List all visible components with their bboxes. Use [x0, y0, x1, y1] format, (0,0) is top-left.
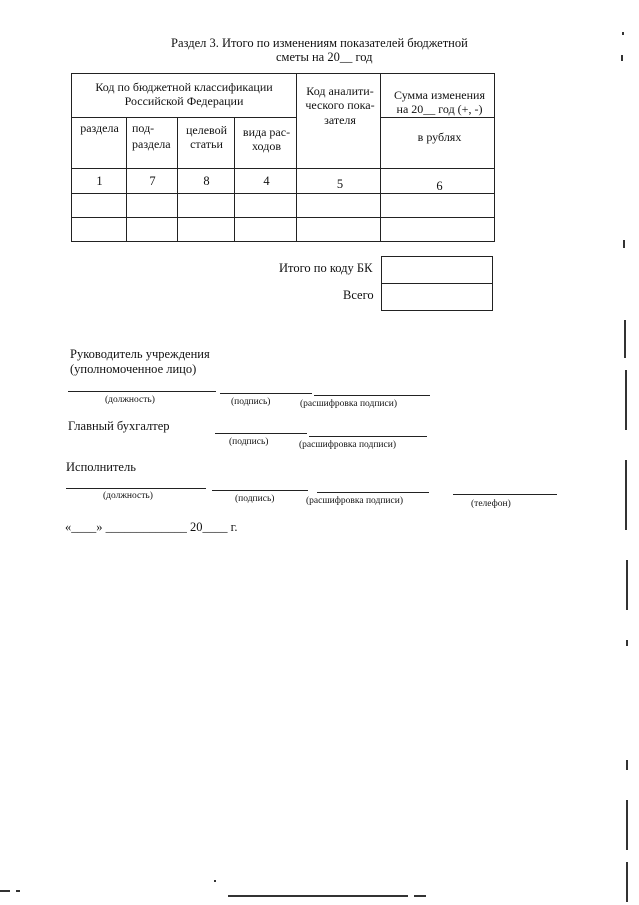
kod-header-line1: Код аналити- [306, 84, 374, 98]
scan-mark [623, 240, 625, 248]
scan-mark [626, 560, 628, 610]
podrazdela-header-line1: под- [132, 121, 155, 135]
col-number-7: 7 [149, 174, 156, 188]
date-line: «____» _____________ 20____ г. [65, 520, 238, 534]
executor-phone-line [453, 494, 557, 495]
col-number-4: 4 [263, 174, 270, 188]
total-label: Всего [343, 288, 374, 302]
scan-mark [622, 32, 624, 35]
section-title-line2: сметы на 20__ год [276, 50, 373, 64]
executor-phone-caption: (телефон) [471, 499, 511, 509]
table-row [72, 194, 495, 218]
scan-mark [16, 890, 20, 892]
scan-mark [626, 862, 628, 902]
scan-mark [626, 760, 628, 770]
head-signature-caption: (подпись) [231, 397, 271, 407]
kod-header-line3: зателя [324, 113, 356, 127]
chief-decoding-line [309, 436, 427, 437]
kod-header-line2: ческого пока- [305, 98, 375, 112]
group-header-line1: Код по бюджетной классификации [95, 80, 273, 94]
head-position-line [68, 391, 216, 392]
scan-mark [0, 890, 10, 892]
executor-signature-line [212, 490, 308, 491]
executor-position-line [66, 488, 206, 489]
executor-label: Исполнитель [66, 460, 136, 474]
col-number-6: 6 [436, 179, 443, 193]
head-position-caption: (должность) [105, 395, 155, 405]
chief-accountant-label: Главный бухгалтер [68, 419, 170, 433]
head-label-line1: Руководитель учреждения [70, 347, 210, 361]
section-title-line1: Раздел 3. Итого по изменениям показателей бюджетной [171, 36, 468, 50]
scan-mark [626, 800, 628, 850]
summa-header-line1: Сумма изменения [393, 88, 485, 102]
executor-signature-caption: (подпись) [235, 494, 275, 504]
total-by-code-label: Итого по коду БК [279, 261, 373, 275]
executor-decoding-caption: (расшифровка подписи) [306, 496, 403, 506]
total-by-code-cell [381, 256, 493, 284]
scan-mark [624, 320, 626, 358]
chief-decoding-caption: (расшифровка подписи) [299, 440, 396, 450]
celevoy-header-line2: статьи [190, 137, 223, 151]
vida-header-line2: ходов [252, 139, 281, 153]
group-header-line2: Российской Федерации [124, 94, 244, 108]
chief-signature-caption: (подпись) [229, 437, 269, 447]
celevoy-header-line1: целевой [185, 123, 228, 137]
scan-mark [625, 370, 627, 430]
chief-signature-line [215, 433, 307, 434]
head-decoding-caption: (расшифровка подписи) [300, 399, 397, 409]
col-number-1: 1 [96, 174, 103, 188]
razdela-header: раздела [80, 121, 119, 135]
col-number-8: 8 [203, 174, 210, 188]
col-number-5: 5 [336, 177, 344, 191]
scan-mark [626, 640, 628, 646]
head-label-line2: (уполномоченное лицо) [70, 362, 197, 376]
summa-subheader-rubles: в рублях [417, 130, 462, 144]
scan-mark [414, 895, 426, 897]
scan-mark [214, 880, 216, 882]
executor-position-caption: (должность) [103, 491, 153, 501]
executor-decoding-line [317, 492, 429, 493]
summa-header-line2: на 20__ год (+, -) [396, 102, 483, 116]
vida-header-line1: вида рас- [242, 125, 291, 139]
scan-mark [625, 460, 627, 530]
head-decoding-line [314, 395, 430, 396]
total-cell [381, 283, 493, 311]
scan-mark [228, 895, 408, 897]
table-row [72, 218, 495, 242]
scan-mark [621, 55, 623, 61]
head-signature-line [220, 393, 312, 394]
podrazdela-header-line2: раздела [132, 137, 171, 151]
